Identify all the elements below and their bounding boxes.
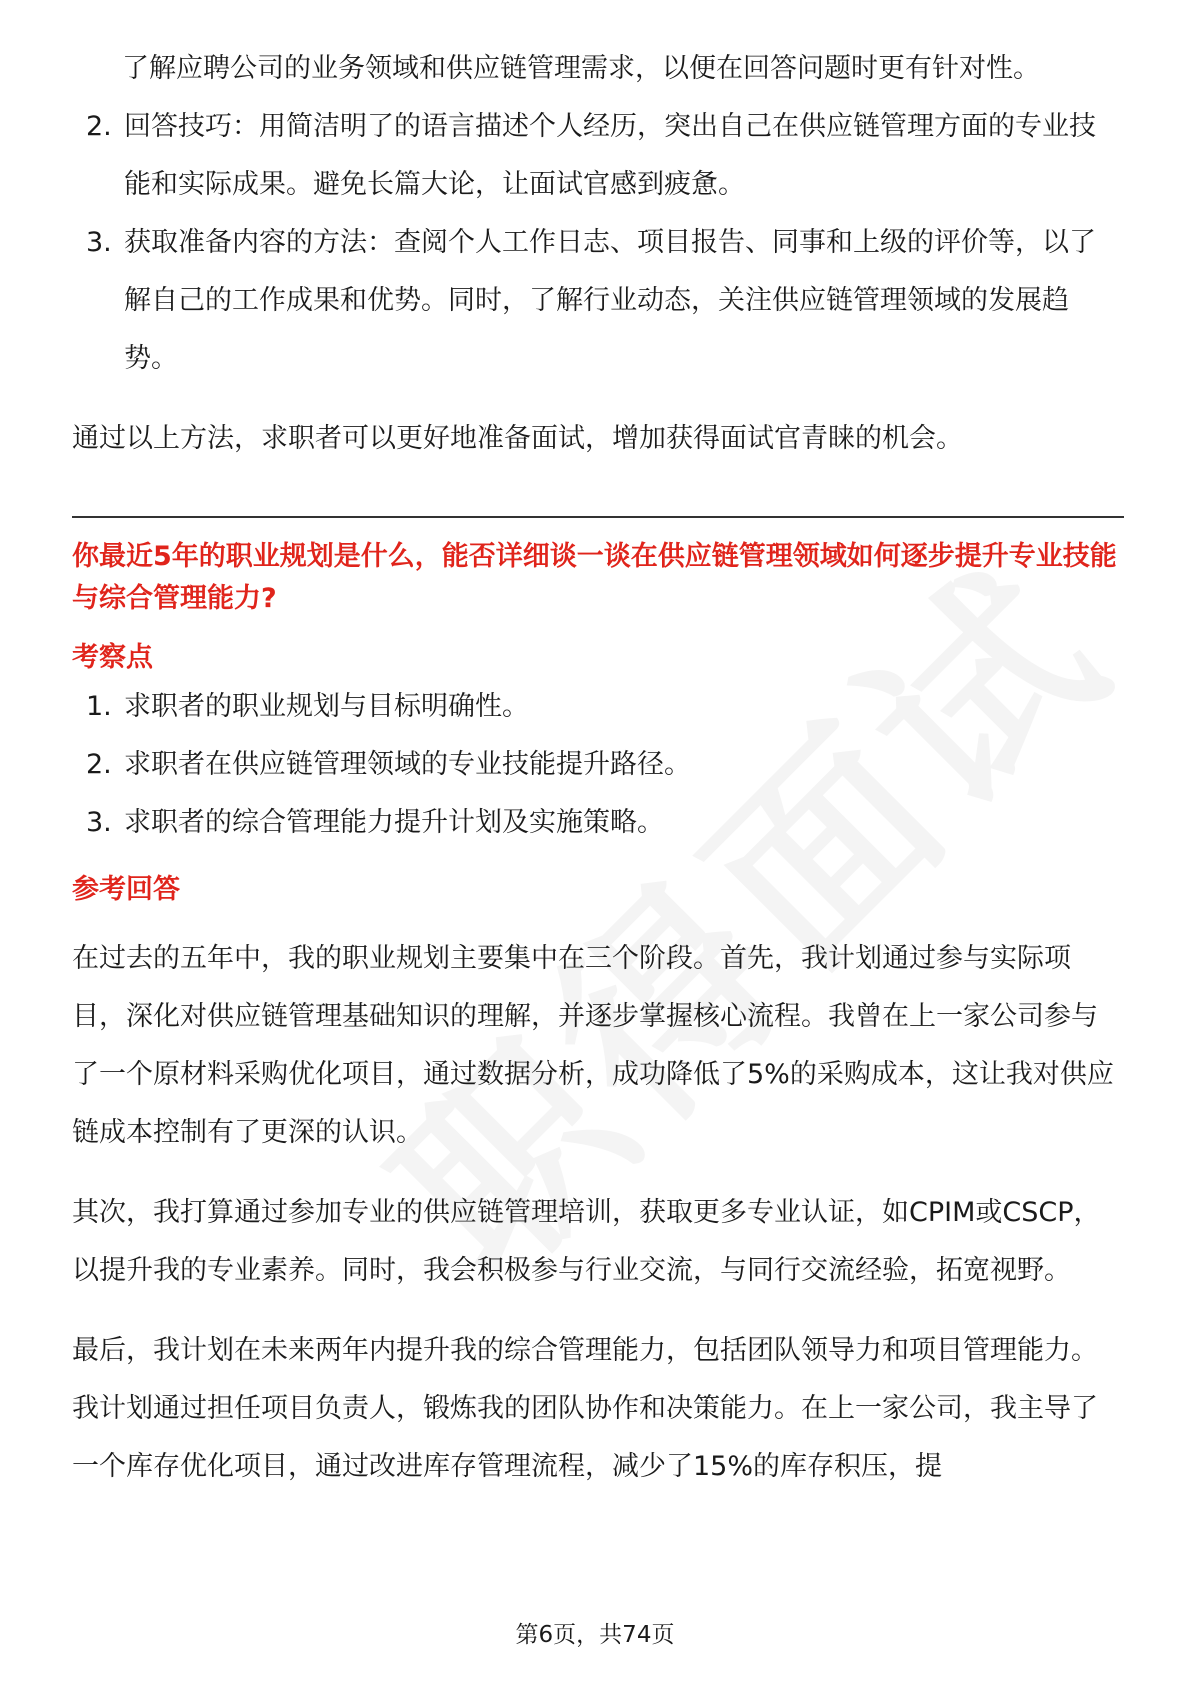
- list-item: [72, 794, 1122, 852]
- intro-list: [72, 98, 1122, 388]
- list-number: 1.: [86, 691, 112, 722]
- list-number: 3.: [86, 807, 112, 838]
- list-text: 求职者在供应链管理领域的专业技能提升路径。: [124, 749, 691, 780]
- list-text: 求职者的综合管理能力提升计划及实施策略。: [124, 807, 664, 838]
- page-content: [72, 40, 1122, 1496]
- question-title: 你最近5年的职业规划是什么，能否详细谈一谈在供应链管理领域如何逐步提升专业技能与综合管理能力?: [72, 541, 1117, 614]
- focus-heading: 考察点: [72, 642, 153, 673]
- list-text: 回答技巧：用简洁明了的语言描述个人经历，突出自己在供应链管理方面的专业技能和实际成果。避免长篇大论，让面试官感到疲惫。: [124, 111, 1096, 200]
- list-text: 求职者的职业规划与目标明确性。: [124, 691, 529, 722]
- list-item: [72, 736, 1122, 794]
- list-number: 3.: [86, 227, 112, 258]
- section-divider: [72, 516, 1124, 518]
- list-item: [72, 678, 1122, 736]
- list-text: 获取准备内容的方法：查阅个人工作日志、项目报告、同事和上级的评价等，以了解自己的工作成果和优势。同时，了解行业动态，关注供应链管理领域的发展趋势。: [124, 227, 1096, 374]
- answer-paragraph: 其次，我打算通过参加专业的供应链管理培训，获取更多专业认证，如CPIM或CSCP，以提升我的专业素养。同时，我会积极参与行业交流，与同行交流经验，拓宽视野。: [72, 1197, 1101, 1286]
- answer-paragraph: 在过去的五年中，我的职业规划主要集中在三个阶段。首先，我计划通过参与实际项目，深化对供应链管理基础知识的理解，并逐步掌握核心流程。我曾在上一家公司参与了一个原材料采购优化项目，通过数据分析，成功降低了5%的采购成本，这让我对供应链成本控制有了更深的认识。: [72, 943, 1114, 1148]
- list-number: 2.: [86, 749, 112, 780]
- answer-heading: 参考回答: [72, 874, 180, 905]
- page-footer: 第6页，共74页: [515, 1622, 675, 1648]
- list-number: 2.: [86, 111, 112, 142]
- list-item: [72, 98, 1122, 214]
- focus-list: [72, 678, 1122, 852]
- answer-paragraph: 最后，我计划在未来两年内提升我的综合管理能力，包括团队领导力和项目管理能力。我计划通过担任项目负责人，锻炼我的团队协作和决策能力。在上一家公司，我主导了一个库存优化项目，通过改进库存管理流程，减少了15%的库存积压，提: [72, 1335, 1098, 1482]
- list-item: [72, 214, 1122, 388]
- intro-continuation: 了解应聘公司的业务领域和供应链管理需求，以便在回答问题时更有针对性。: [122, 53, 1040, 84]
- summary-paragraph: 通过以上方法，求职者可以更好地准备面试，增加获得面试官青睐的机会。: [72, 423, 963, 454]
